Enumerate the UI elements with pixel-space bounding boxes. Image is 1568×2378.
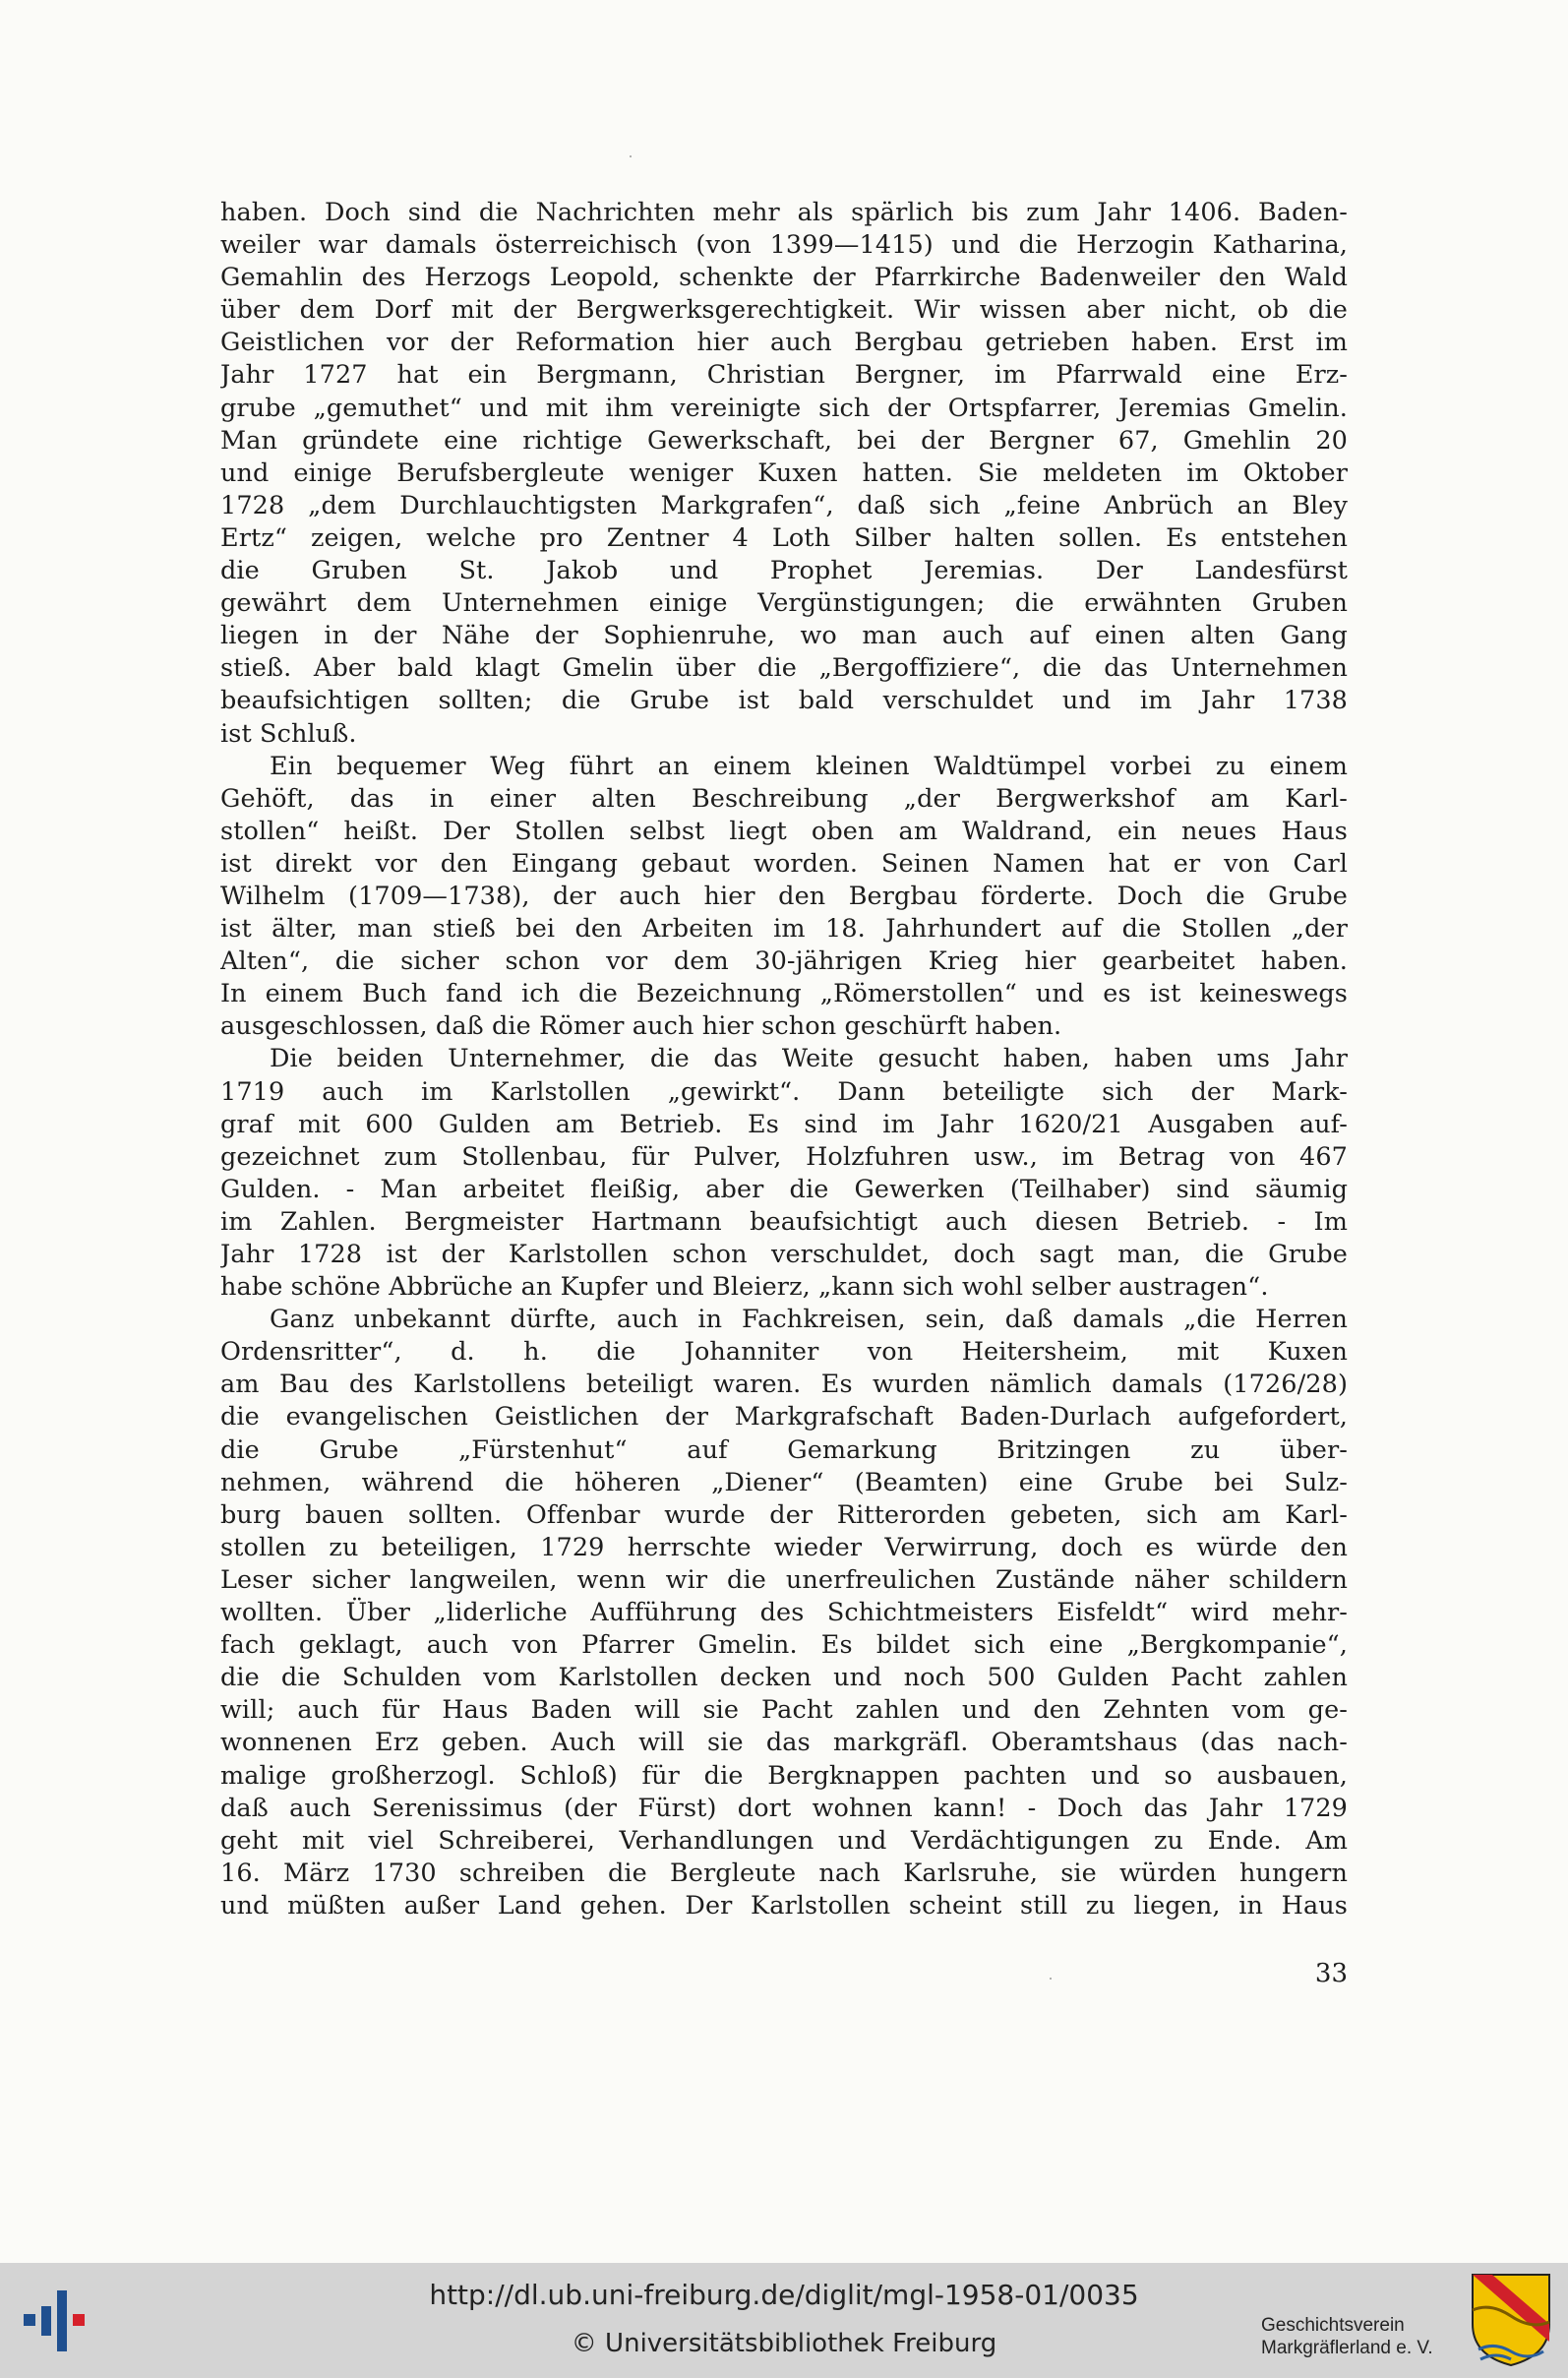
text-line: 1719 auch im Karlstollen „gewirkt“. Dann beteiligte sich der Mark- (220, 1076, 1348, 1107)
text-line: Wilhelm (1709—1738), der auch hier den Bergbau förderte. Doch die Grube (220, 881, 1348, 911)
text-line: geht mit viel Schreiberei, Verhandlungen und Verdächtigungen zu Ende. Am (220, 1825, 1348, 1856)
text-line: grube „gemuthet“ und mit ihm vereinigte sich der Ortspfarrer, Jeremias Gmelin. (220, 393, 1348, 423)
text-line: ausgeschlossen, daß die Römer auch hier schon geschürft haben. (220, 1011, 1062, 1042)
society-name (1261, 2314, 1458, 2359)
text-line: Die beiden Unternehmer, die das Weite gesucht haben, haben ums Jahr (270, 1044, 1348, 1074)
text-line: Leser sicher langweilen, wenn wir die unerfreulichen Zustände näher schildern (220, 1564, 1348, 1595)
text-line: haben. Doch sind die Nachrichten mehr als spärlich bis zum Jahr 1406. Baden- (220, 198, 1348, 227)
text-line: ist direkt vor den Eingang gebaut worden. Seinen Namen hat er von Carl (220, 848, 1348, 879)
text-line: nehmen, während die höheren „Diener“ (Beamten) eine Grube bei Sulz- (220, 1467, 1348, 1497)
text-line: Gehöft, das in einer alten Beschreibung „der Bergwerkshof am Karl- (220, 783, 1348, 814)
text-line: die die Schulden vom Karlstollen decken und noch 500 Gulden Pacht zahlen (220, 1663, 1348, 1693)
society-name-line-2: Markgräflerland e. V. (1261, 2338, 1433, 2358)
text-line: im Zahlen. Bergmeister Hartmann beaufsichtigt auch diesen Betrieb. - Im (220, 1206, 1348, 1237)
society-name-line-1: Geschichtsverein (1261, 2315, 1405, 2336)
text-line: In einem Buch fand ich die Bezeichnung „Römerstollen“ und es ist keineswegs (220, 979, 1348, 1009)
text-line: Man gründete eine richtige Gewerkschaft, bei der Bergner 67, Gmehlin 20 (220, 425, 1348, 456)
scan-speck (630, 155, 632, 157)
text-line: 16. März 1730 schreiben die Bergleute nach Karlsruhe, sie würden hungern (220, 1858, 1348, 1888)
text-line: Jahr 1728 ist der Karlstollen schon verschuldet, doch sagt man, die Grube (220, 1240, 1348, 1269)
footer-bar (0, 2263, 1568, 2378)
text-line: malige großherzogl. Schloß) für die Bergknappen pachten und so ausbauen, (220, 1760, 1348, 1791)
text-line: ist älter, man stieß bei den Arbeiten im 18. Jahrhundert auf die Stollen „der (220, 914, 1348, 945)
text-line: die Grube „Fürstenhut“ auf Gemarkung Britzingen zu über- (220, 1434, 1348, 1465)
text-line: weiler war damals österreichisch (von 1399—1415) und die Herzogin Katharina, (220, 230, 1348, 261)
text-line: Gulden. - Man arbeitet fleißig, aber die Gewerken (Teilhaber) sind säumig (220, 1174, 1348, 1204)
text-line: Gemahlin des Herzogs Leopold, schenkte der Pfarrkirche Badenweiler den Wald (220, 263, 1348, 293)
text-line: gezeichnet zum Stollenbau, für Pulver, Holzfuhren usw., im Betrag von 467 (220, 1141, 1348, 1172)
text-line: burg bauen sollten. Offenbar wurde der Ritterorden gebeten, sich am Karl- (220, 1499, 1348, 1530)
text-line: die Gruben St. Jakob und Prophet Jeremias. Der Landesfürst (220, 556, 1348, 586)
text-line: und müßten außer Land gehen. Der Karlstollen scheint still zu liegen, in Haus (220, 1890, 1348, 1921)
text-line: Jahr 1727 hat ein Bergmann, Christian Bergner, im Pfarrwald eine Erz- (220, 360, 1348, 391)
scan-speck (1050, 1978, 1052, 1980)
body-text (220, 197, 1348, 1922)
text-line: fach geklagt, auch von Pfarrer Gmelin. Es bildet sich eine „Bergkompanie“, (220, 1630, 1348, 1661)
text-line: Geistlichen vor der Reformation hier auch Bergbau getrieben haben. Erst im (220, 328, 1348, 358)
text-line: 1728 „dem Durchlauchtigsten Markgrafen“, daß sich „feine Anbrüch an Bley (220, 490, 1348, 520)
text-line: über dem Dorf mit der Bergwerksgerechtigkeit. Wir wissen aber nicht, ob die (220, 295, 1348, 326)
copyright-text: © Universitätsbibliothek Freiburg (571, 2329, 997, 2358)
text-line: habe schöne Abbrüche an Kupfer und Bleierz, „kann sich wohl selber austragen“. (220, 1272, 1269, 1303)
text-line: liegen in der Nähe der Sophienruhe, wo man auch auf einen alten Gang (220, 621, 1348, 651)
text-line: und einige Berufsbergleute weniger Kuxen hatten. Sie meldeten im Oktober (220, 457, 1348, 488)
text-line: Ertz“ zeigen, welche pro Zentner 4 Loth Silber halten sollen. Es entstehen (220, 522, 1348, 553)
text-line: will; auch für Haus Baden will sie Pacht zahlen und den Zehnten vom ge- (220, 1695, 1348, 1726)
text-line: stollen zu beteiligen, 1729 herrschte wieder Verwirrung, doch es würde den (220, 1532, 1348, 1562)
text-line: Ordensritter“, d. h. die Johanniter von Heitersheim, mit Kuxen (220, 1337, 1348, 1368)
page-number: 33 (1314, 1959, 1348, 1988)
text-line: stollen“ heißt. Der Stollen selbst liegt oben am Waldrand, ein neues Haus (220, 816, 1348, 846)
text-line: Alten“, die sicher schon vor dem 30-jährigen Krieg hier gearbeitet haben. (220, 946, 1348, 977)
text-line: Ein bequemer Weg führt an einem kleinen Waldtümpel vorbei zu einem (270, 751, 1348, 781)
source-url-link[interactable]: http://dl.ub.uni-freiburg.de/diglit/mgl-1958-01/0035 (429, 2279, 1139, 2311)
text-line: ist Schluß. (220, 718, 357, 749)
text-line: stieß. Aber bald klagt Gmelin über die „Bergoffiziere“, die das Unternehmen (220, 653, 1348, 684)
text-line: wonnenen Erz geben. Auch will sie das markgräfl. Oberamtshaus (das nach- (220, 1728, 1348, 1758)
text-line: graf mit 600 Gulden am Betrieb. Es sind im Jahr 1620/21 Ausgaben auf- (220, 1109, 1348, 1139)
text-line: gewährt dem Unternehmen einige Vergünstigungen; die erwähnten Gruben (220, 588, 1348, 619)
text-line: daß auch Serenissimus (der Fürst) dort wohnen kann! - Doch das Jahr 1729 (220, 1793, 1348, 1823)
text-line: die evangelischen Geistlichen der Markgrafschaft Baden-Durlach aufgefordert, (220, 1402, 1348, 1433)
text-line: Ganz unbekannt dürfte, auch in Fachkreisen, sein, daß damals „die Herren (270, 1305, 1348, 1335)
text-line: beaufsichtigen sollten; die Grube ist bald verschuldet und im Jahr 1738 (220, 686, 1348, 716)
text-line: am Bau des Karlstollens beteiligt waren. Es wurden nämlich damals (1726/28) (220, 1370, 1348, 1400)
text-line: wollten. Über „liderliche Aufführung des Schichtmeisters Eisfeldt“ wird mehr- (220, 1598, 1348, 1628)
coat-of-arms-icon[interactable] (1471, 2273, 1551, 2367)
